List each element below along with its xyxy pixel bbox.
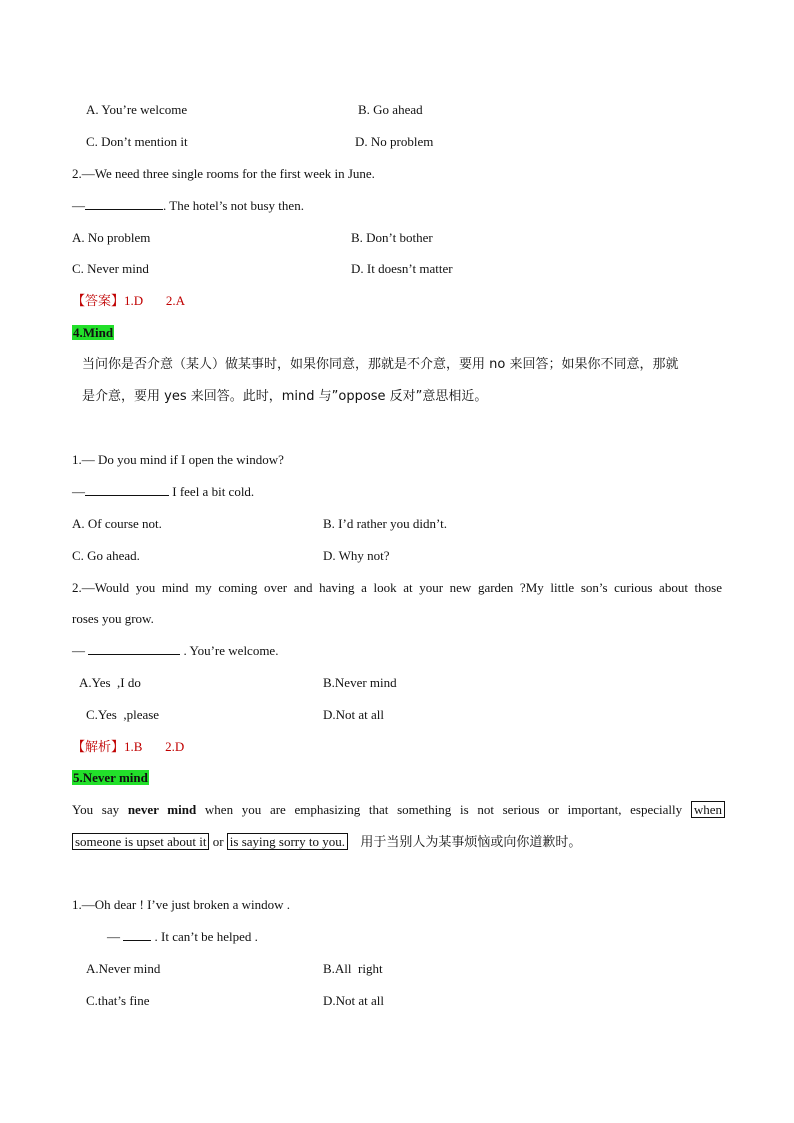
section-heading: 4.Mind — [73, 325, 114, 340]
s3-q2-option-c: C. Never mind — [72, 261, 149, 276]
s3-q1-option-c: C. Don’t mention it — [86, 134, 188, 149]
boxed-phrase: when — [691, 801, 725, 818]
s4-q2-prompt-line1: 2.—Would you mind my coming over and having a look at your new garden ?My little son’s curious about those — [72, 580, 722, 595]
s4-q2-option-a: A.Yes ,I do — [79, 675, 141, 690]
s4-explain-line1: 当问你是否介意（某人）做某事时，如果你同意，那就是不介意，要用 no 来回答；如果你不同意，那就 — [82, 357, 679, 372]
s4-q2-reply — [72, 643, 278, 659]
s3-q2-option-a: A. No problem — [72, 230, 151, 245]
reply-dash: — — [72, 643, 89, 658]
s5-q1-option-b: B.All right — [323, 961, 383, 976]
s4-q2-option-b: B.Never mind — [323, 675, 397, 690]
explain-text: when you are emphasizing that something is not serious or important, especially — [196, 802, 691, 817]
reply-text: . You’re welcome. — [180, 643, 279, 658]
s4-q1-option-b: B. I’d rather you didn’t. — [323, 516, 447, 531]
s4-q2-option-d: D.Not at all — [323, 707, 385, 722]
section-heading: 5.Never mind — [73, 770, 148, 785]
s3-q1-option-d: D. No problem — [355, 134, 434, 149]
s4-q1-option-a: A. Of course not. — [72, 516, 162, 531]
s3-q1-option-b: B. Go ahead — [358, 102, 423, 117]
s3-q2-option-d: D. It doesn’t matter — [351, 261, 453, 276]
reply-dash: — — [72, 484, 85, 499]
answer-blank — [85, 484, 169, 496]
explain-text: You say — [72, 802, 128, 817]
s5-explain-line1 — [72, 802, 725, 818]
s4-q2-prompt-line2: roses you grow. — [72, 611, 154, 626]
s3-answer — [72, 293, 185, 310]
s3-q2-prompt: 2.—We need three single rooms for the first week in June. — [72, 166, 375, 181]
answer-blank — [123, 929, 151, 941]
s4-q1-option-d: D. Why not? — [323, 548, 390, 563]
s5-explain-line2 — [72, 834, 581, 851]
boxed-phrase: someone is upset about it — [72, 833, 209, 850]
analysis-values: 1.B 2.D — [124, 739, 185, 754]
reply-dash: — — [107, 929, 124, 944]
boxed-phrase: is saying sorry to you. — [227, 833, 348, 850]
reply-text: . The hotel’s not busy then. — [163, 198, 304, 213]
s3-q2-option-b: B. Don’t bother — [351, 230, 433, 245]
s4-q1-prompt: 1.— Do you mind if I open the window? — [72, 452, 284, 467]
s4-heading — [72, 325, 114, 341]
s5-q1-option-a: A.Never mind — [86, 961, 161, 976]
s4-explain-line2: 是介意，要用 yes 来回答。此时，mind 与”oppose 反对”意思相近。 — [82, 389, 488, 404]
s4-q2-option-c: C.Yes ,please — [86, 707, 160, 722]
reply-dash: — — [72, 198, 85, 213]
s4-q1-reply — [72, 484, 254, 500]
answer-label: 【答案】 — [72, 294, 125, 309]
answer-blank — [85, 198, 163, 210]
answer-values: 1.D 2.A — [124, 293, 186, 308]
explain-keyword: never mind — [127, 802, 197, 817]
analysis-label: 【解析】 — [72, 740, 125, 755]
s4-q1-option-c: C. Go ahead. — [72, 548, 140, 563]
explain-text: or — [209, 834, 227, 849]
s5-heading — [72, 770, 149, 786]
reply-text: I feel a bit cold. — [169, 484, 255, 499]
s5-q1-reply — [107, 929, 258, 945]
s3-q2-reply — [72, 198, 304, 214]
explain-chinese: 用于当别人为某事烦恼或向你道歉时。 — [347, 835, 582, 850]
s3-q1-option-a: A. You’re welcome — [86, 102, 188, 117]
reply-text: . It can’t be helped . — [151, 929, 258, 944]
s5-q1-option-c: C.that’s fine — [86, 993, 150, 1008]
answer-blank — [88, 643, 180, 655]
s5-q1-prompt: 1.—Oh dear ! I’ve just broken a window . — [72, 897, 291, 912]
s5-q1-option-d: D.Not at all — [323, 993, 385, 1008]
s4-analysis — [72, 739, 184, 756]
